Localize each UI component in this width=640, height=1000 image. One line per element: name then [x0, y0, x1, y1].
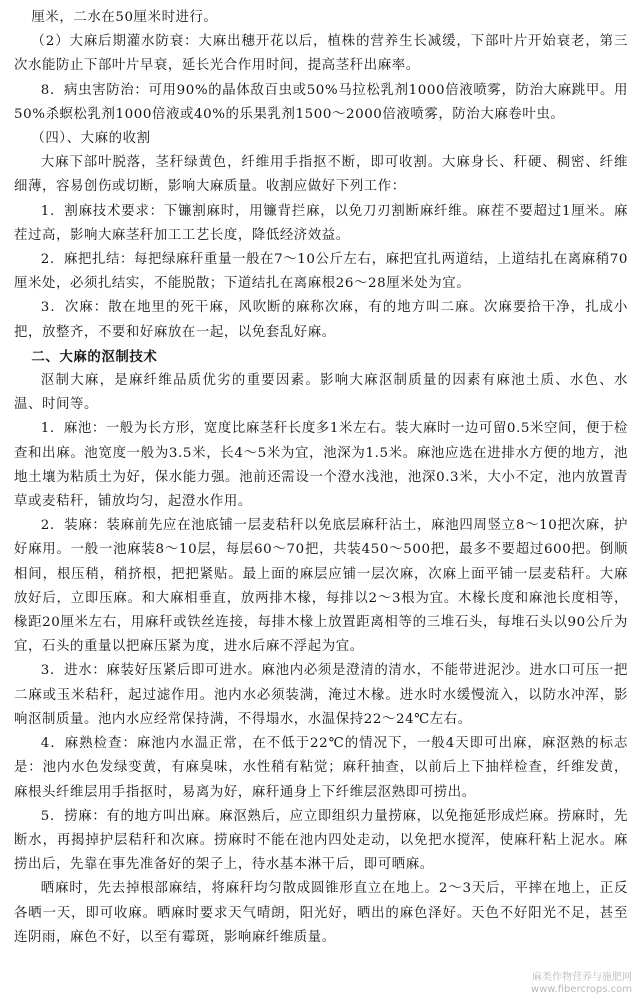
paragraph-secondary-hemp: 3．次麻：散在地里的死干麻，风吹断的麻称次麻，有的地方叫二麻。次麻要拾干净，扎成小把，放整齐，不要和好麻放在一起，以免套乱好麻。 [14, 300, 628, 340]
section-heading-retting: 二、大麻的沤制技术 [31, 348, 158, 365]
watermark-url: www.fibercrops.com [530, 984, 632, 995]
paragraph-pest-control: 8．病虫害防治：可用90%的晶体敌百虫或50%马拉松乳剂1000倍液喷雾，防治大麻跳甲。用50%杀螟松乳剂1000倍液或40%的乐果乳剂1500～2000倍液喷雾，防治大麻卷叶虫。 [14, 82, 628, 122]
paragraph-loading: 2．装麻：装麻前先应在池底铺一层麦秸秆以免底层麻秆沾土，麻池四周竖立8～10把次麻，护好麻用。一般一池麻装8～10层，每层60～70把，共装450～500把，最多不要超过600把。倒顺相间，根压稍，稍挤根，把把紧贴。最上面的麻层应铺一层次麻，次麻上面平铺一层麦秸秆。大麻放好后，立即压麻。和大麻相垂直，放两排木椽，每排以2～3根为宜。木椽长度和麻池长度相等，椽距20厘米左右，用麻秆或铁丝连接，每排木椽上放置距离相等的三堆石头，每堆石头以90公斤为宜，石头的重量以把麻压紧为度，进水后麻不浮起为宜。 [14, 518, 628, 655]
paragraph-retting-intro: 沤制大麻，是麻纤维品质优劣的重要因素。影响大麻沤制质量的因素有麻池土质、水色、水温、时间等。 [14, 373, 628, 413]
paragraph-late-irrigation: （2）大麻后期灌水防衰：大麻出穗开花以后，植株的营养生长减缓，下部叶片开始衰老，第三次水能防止下部叶片早衰，延长光合作用时间，提高茎秆出麻率。 [14, 34, 628, 74]
paragraph-ripeness-check: 4．麻熟检查：麻池内水温正常，在不低于22℃的情况下，一般4天即可出麻，麻沤熟的标志是：池内水色发绿变黄，有麻臭味，水性稍有粘觉；麻秆抽查，以前后上下抽样检查，纤维发黄，麻根头纤维层用手指抠时，易离为好，麻秆通身上下纤维层沤熟即可捞出。 [14, 736, 628, 800]
paragraph-bundling: 2．麻把扎结：每把绿麻秆重量一般在7～10公斤左右，麻把宜扎两道结，上道结扎在离麻稍70厘米处，必须扎结实，不能脱散；下道结扎在离麻根26～28厘米处为宜。 [14, 252, 628, 292]
paragraph-fragment-irrigation: 厘米，二水在50厘米时进行。 [31, 10, 218, 25]
paragraph-harvest-intro: 大麻下部叶脱落，茎秆绿黄色，纤维用手指抠不断，即可收割。大麻身长、秆硬、稠密、纤维细薄，容易创伤或切断，影响大麻质量。收割应做好下列工作： [14, 155, 628, 195]
paragraph-retrieval: 5．捞麻：有的地方叫出麻。麻沤熟后，应立即组织力量捞麻，以免拖延形成烂麻。捞麻时，先断水，再揭掉护层秸秆和次麻。捞麻时不能在池内四处走动，以免把水搅浑，使麻秆粘上泥水。麻捞出后，先靠在事先准备好的架子上，待水基本淋干后，即可晒麻。 [14, 808, 628, 873]
paragraph-drying: 晒麻时，先去掉根部麻结，将麻秆均匀散成圆锥形直立在地上。2～3天后，平摔在地上，正反各晒一天，即可收麻。晒麻时要求天气晴朗，阳光好，晒出的麻色泽好。天色不好阳光不足，甚至连阴雨，麻色不好，以至有霉斑，影响麻纤维质量。 [14, 881, 628, 945]
paragraph-retting-pool: 1．麻池：一般为长方形，宽度比麻茎秆长度多1米左右。装大麻时一边可留0.5米空间，便于检查和出麻。池宽度一般为3.5米，长4～5米为宜，池深为1.5米。麻池应选在进排水方便的地方，池地土壤为粘质土为好，保水能力强。池前还需设一个澄水浅池，池深0.3米，大小不定，池内放置青草或麦秸秆，铺放均匀，起澄水作用。 [14, 421, 628, 510]
paragraph-water-inflow: 3．进水：麻装好压紧后即可进水。麻池内必须是澄清的清水，不能带进泥沙。进水口可压一把二麻或玉米秸秆，起过滤作用。池内水必须装满，淹过木椽。进水时水缓慢流入，以防水冲浑，影响沤制质量。池内水应经常保持满，不得塌水，水温保持22～24℃左右。 [14, 663, 628, 727]
watermark-name: 麻类作物营养与施肥网 [532, 972, 632, 983]
site-watermark [531, 972, 632, 996]
section-heading-harvest: （四）、大麻的收割 [31, 131, 151, 147]
document-page [14, 6, 628, 950]
paragraph-cutting-technique: 1．割麻技术要求：下镰割麻时，用镰背拦麻，以免刀刃割断麻纤维。麻茬不要超过1厘米。麻茬过高，影响大麻茎秆加工工艺长度，降低经济效益。 [14, 203, 628, 243]
